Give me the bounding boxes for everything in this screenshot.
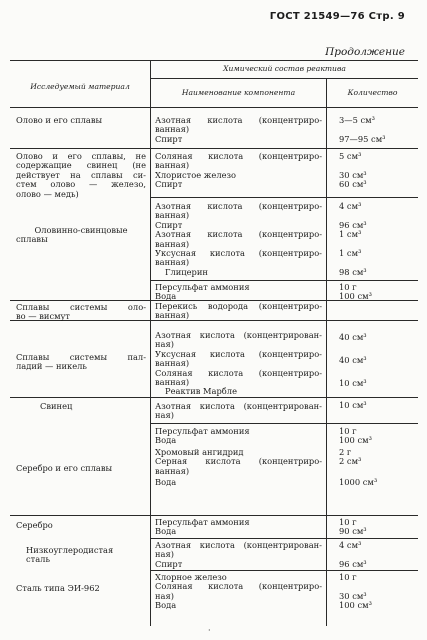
row-rule — [150, 538, 418, 539]
material-cell: Серебро и его сплавы — [16, 463, 113, 473]
material-cell: Свинец — [40, 401, 73, 411]
row-rule — [150, 197, 418, 198]
amount-cell: 10 г 100 см³ 2 г 2 см³ 1000 см³ — [339, 426, 378, 488]
amount-cell: 10 г 30 см³ 100 см³ — [339, 572, 372, 611]
column-header-material: Исследуемый материал — [30, 82, 130, 91]
component-cell: Азотная кислота (концентрирован- ная) Спирт — [155, 540, 322, 569]
component-cell: Персульфат аммония Вода Хромовый ангидрид Серная кислота (концентриро- ванная) Вода — [155, 426, 322, 488]
material-cell: Сталь типа ЭИ-962 — [16, 583, 100, 593]
material-cell: Оловинно-свинцовые сплавы — [16, 225, 128, 245]
column-divider-2 — [326, 78, 327, 626]
amount-cell: 4 см³ 96 см³ 1 см³ 1 см³ 98 см³ — [339, 201, 367, 277]
amount-cell: 3—5 см³ 97—95 см³ — [339, 115, 386, 144]
column-header-amount: Количество — [347, 88, 398, 97]
row-rule — [10, 148, 418, 149]
amount-cell: 4 см³ 96 см³ — [339, 540, 367, 569]
amount-cell: 10 г 90 см³ — [339, 517, 367, 537]
component-cell: Азотная кислота (концентрирован- ная) Уксусная кислота (концентриро- ванная) Соляная кислота (концентриро- ванная) Реактив Марбле — [155, 330, 322, 397]
component-cell: Персульфат аммония Вода — [155, 517, 250, 537]
component-cell: Азотная кислота (концентриро- ванная) Спирт — [155, 115, 322, 144]
header-bottom-rule — [10, 107, 418, 108]
column-header-composition: Химический состав реактива — [223, 64, 346, 73]
amount-cell: 40 см³ 40 см³ 10 см³ 10 см³ — [339, 332, 367, 411]
material-cell: Серебро — [16, 520, 53, 530]
component-cell: Азотная кислота (концентрирован- ная) — [155, 401, 322, 421]
column-header-component: Наименование компонента — [181, 88, 296, 97]
material-cell: Олово и его сплавы, не содержащие свинец (не действует на сплавы си- стем олово — железо, олово — медь) — [16, 151, 146, 199]
component-cell: Соляная кислота (концентриро- ванная) Хлористое железо Спирт — [155, 151, 322, 190]
page-header: ГОСТ 21549—76 Стр. 9 — [269, 11, 405, 22]
column-divider-1 — [150, 60, 151, 626]
row-rule — [150, 570, 418, 571]
material-cell: Низкоуглеродистая сталь — [26, 545, 114, 565]
row-rule — [150, 423, 418, 424]
component-cell: Хлорное железо Соляная кислота (концентриро- ная) Вода — [155, 572, 322, 611]
component-cell: Персульфат аммония Вода Перекись водорода (концентриро- ванная) — [155, 282, 322, 321]
table-top-rule — [10, 60, 418, 61]
component-cell: Азотная кислота (концентриро- ванная) Спирт Азотная кислота (концентриро- ванная) Уксусная кислота (концентриро- ванная) Глицерин — [155, 201, 322, 277]
row-rule — [10, 515, 418, 516]
amount-cell: 10 г 100 см³ — [339, 282, 372, 302]
continuation-label: Продолжение — [325, 46, 405, 58]
row-rule — [150, 280, 418, 281]
material-cell: Сплавы системы оло- во — висмут — [16, 302, 146, 322]
subheader-rule — [150, 78, 418, 79]
material-cell: Олово и его сплавы — [16, 115, 103, 125]
amount-cell: 5 см³ 30 см³ 60 см³ — [339, 151, 367, 190]
footer-mark: · — [208, 626, 211, 635]
material-cell: Сплавы системы пал- ладий — никель — [16, 352, 146, 372]
